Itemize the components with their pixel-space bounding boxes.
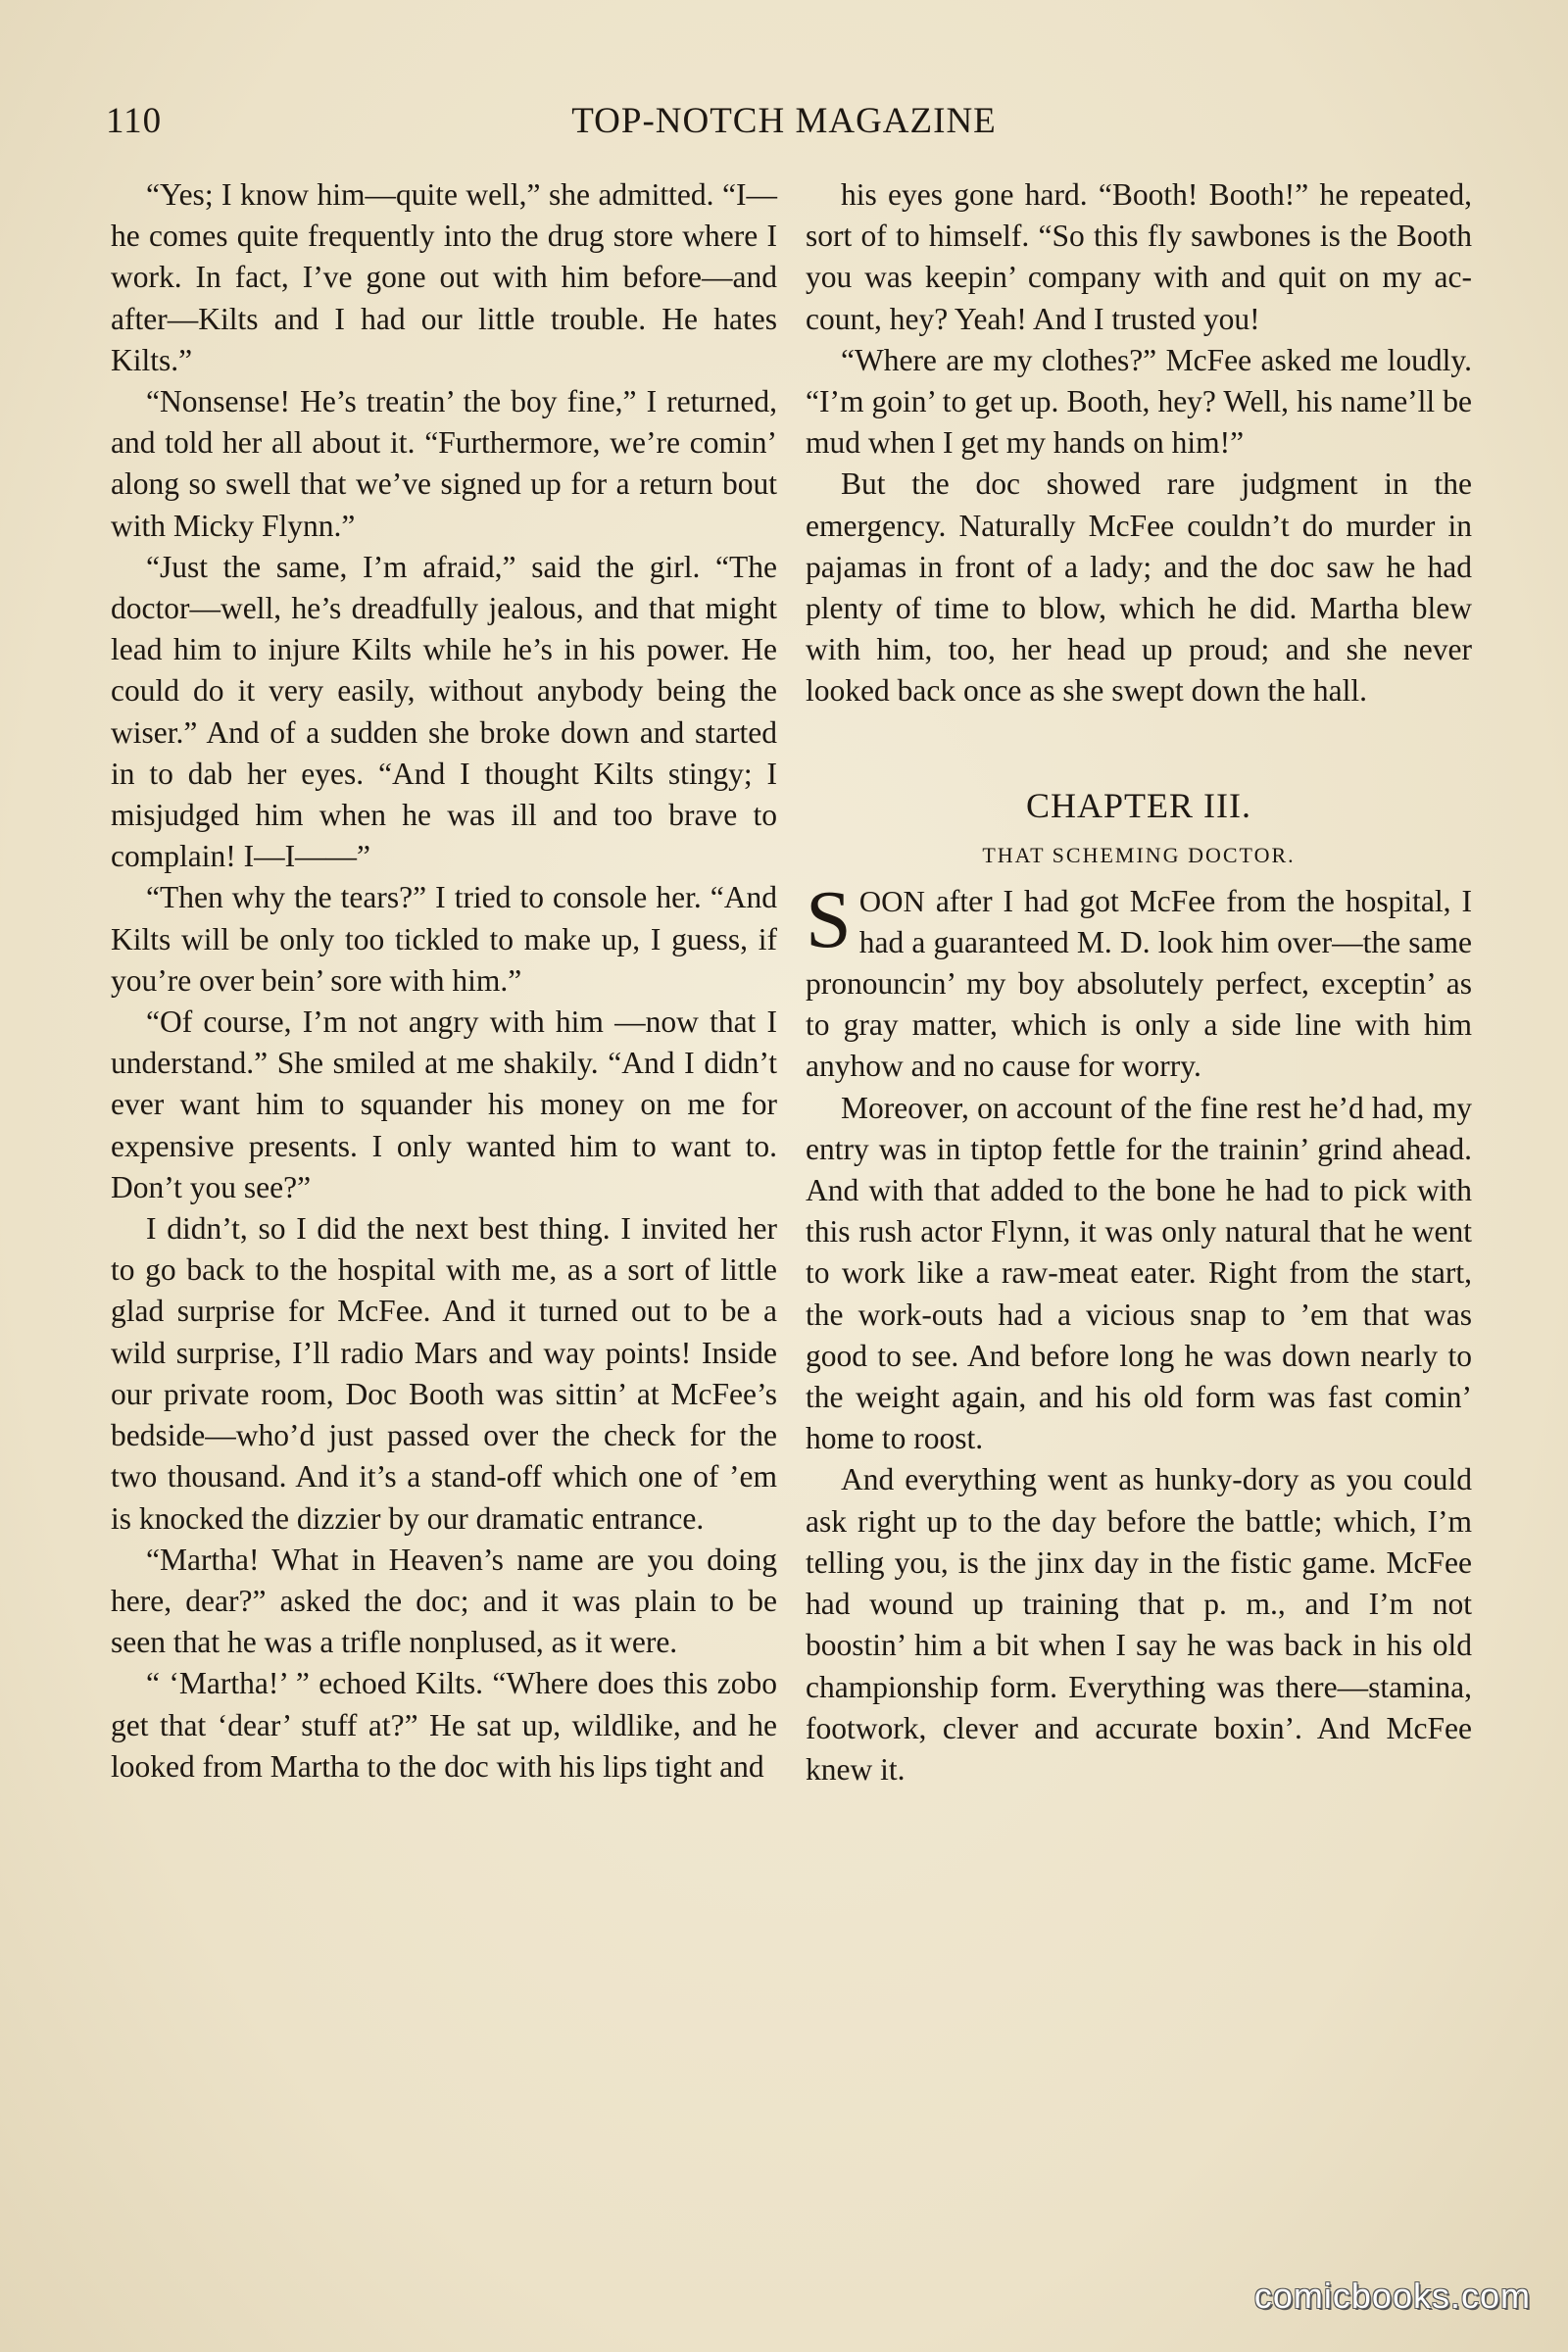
drop-cap-word-rest: OON	[858, 883, 925, 918]
chapter-opening-paragraph	[806, 873, 1472, 1088]
chapter-heading: CHAPTER III.	[1026, 785, 1251, 825]
drop-cap: S	[806, 873, 852, 965]
watermark-logo: comicbooks.com	[1253, 2276, 1531, 2316]
paragraph: But the doc showed rare judgment in the emergency. Naturally McFee couldn’t do murder in pajamas in front of a lady; and the doc saw he had plenty of time to blow, which he did. Martha blew with him, too, her head up proud; and she never looked back once as she swept down the hall.	[806, 466, 1472, 709]
paragraph: “Nonsense! He’s treatin’ the boy fine,” I returned, and told her all about it. “Furthermore, we’re comin’ along so swell that we’ve signed up for a return bout with Micky Flynn.”	[111, 384, 777, 543]
paragraph: “Martha! What in Heaven’s name are you doing here, dear?” asked the doc; and it was plain to be seen that he was a trifle nonplused, as it were.	[111, 1542, 777, 1660]
page-number: 110	[106, 101, 163, 141]
opening-paragraph-text: after I had got McFee from the hospital, I had a guaranteed M. D. look him over—the same pronouncin’ my boy absolutely perfect, exceptin’ as to gray matter, which is only a side line with him anyhow and no cause for worry.	[806, 883, 1472, 1084]
running-title: TOP-NOTCH MAGAZINE	[571, 101, 997, 141]
right-column	[806, 174, 1472, 1790]
chapter-subtitle: THAT SCHEMING DOCTOR.	[982, 842, 1296, 867]
paragraph: “Of course, I’m not angry with him —now that I understand.” She smiled at me shakily. “And I didn’t ever want him to squander his money on me for expensive presents. I only wanted him to want to. Don’t you see?”	[111, 1004, 777, 1204]
paragraph: Moreover, on account of the fine rest he’d had, my entry was in tiptop fettle for the trainin’ grind ahead. And with that added to the bone he had to pick with this rush actor Flynn, it was only natural that he went to work like a raw-meat eater. Right from the start, the work-outs had a vicious snap to ’em that was good to see. And before long he was down nearly to the weight again, and his old form was fast comin’ home to roost.	[806, 1090, 1472, 1456]
paragraph: “ ‘Martha!’ ” echoed Kilts. “Where does this zobo get that ‘dear’ stuff at?” He sat up, wildlike, and he looked from Martha to the doc with his lips tight and	[111, 1666, 777, 1784]
page-header	[98, 94, 1470, 153]
paragraph: And everything went as hunky-dory as you could ask right up to the day before the battle; which, I’m telling you, is the jinx day in the fistic game. McFee had wound up training that p. m., and I’m not boostin’ him a bit when I say he was back in his old championship form. Everything was there—stamina, footwork, clever and accurate boxin’. And McFee knew it.	[806, 1462, 1472, 1787]
paragraph: his eyes gone hard. “Booth! Booth!” he repeated, sort of to himself. “So this fly sawbones is the Booth you was keepin’ company with and quit on my account, hey? Yeah! And I trusted you!	[806, 177, 1472, 336]
paragraph: “Where are my clothes?” McFee asked me loudly. “I’m goin’ to get up. Booth, hey? Well, his name’ll be mud when I get my hands on him!”	[806, 342, 1472, 461]
paragraph: “Yes; I know him—quite well,” she admitted. “I—he comes quite frequently into the drug store where I work. In fact, I’ve gone out with him before—and after—Kilts and I had our little trouble. He hates Kilts.”	[111, 177, 777, 377]
paragraph: “Just the same, I’m afraid,” said the girl. “The doctor—well, he’s dreadfully jealous, and that might lead him to injure Kilts while he’s in his power. He could do it very easily, without anybody being the wiser.” And of a sudden she broke down and started in to dab her eyes. “And I thought Kilts stingy; I misjudged him when he was ill and too brave to complain! I—I——”	[111, 549, 777, 874]
left-column	[111, 174, 777, 1788]
paragraph: I didn’t, so I did the next best thing. I invited her to go back to the hospital with me, as a sort of little glad surprise for McFee. And it turned out to be a wild surprise, I’ll radio Mars and way points! Inside our private room, Doc Booth was sittin’ at McFee’s bedside—who’d just passed over the check for the two thousand. And it’s a stand-off which one of ’em is knocked the dizzier by our dramatic entrance.	[111, 1211, 777, 1536]
paragraph: “Then why the tears?” I tried to console her. “And Kilts will be only too tickled to make up, I guess, if you’re over bein’ sore with him.”	[111, 880, 777, 998]
